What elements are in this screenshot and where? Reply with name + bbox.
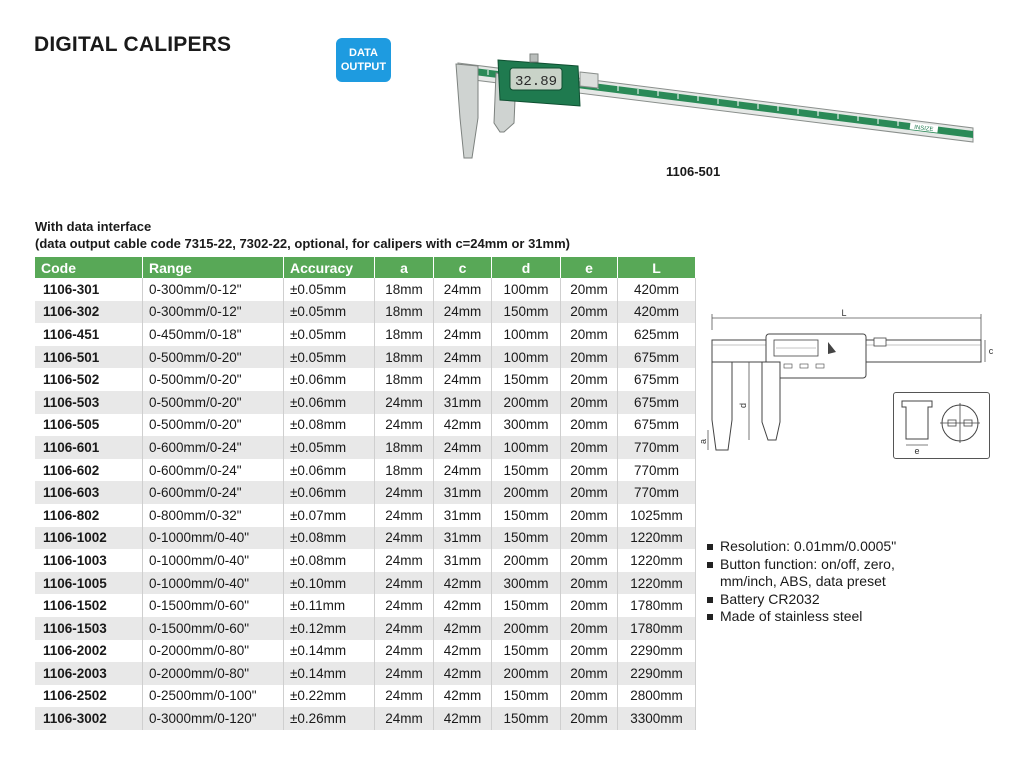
cell-e: 20mm: [561, 527, 618, 550]
cell-code: 1106-503: [35, 391, 143, 414]
cell-c: 42mm: [434, 572, 492, 595]
badge-line-1: DATA: [349, 47, 378, 59]
cell-accuracy: ±0.07mm: [284, 504, 375, 527]
cell-range: 0-500mm/0-20": [143, 368, 284, 391]
cell-c: 31mm: [434, 391, 492, 414]
cell-accuracy: ±0.06mm: [284, 391, 375, 414]
cell-c: 42mm: [434, 414, 492, 437]
cell-a: 18mm: [375, 368, 434, 391]
cell-code: 1106-2002: [35, 640, 143, 663]
cell-e: 20mm: [561, 323, 618, 346]
cell-d: 200mm: [492, 481, 561, 504]
cell-d: 200mm: [492, 391, 561, 414]
cell-accuracy: ±0.08mm: [284, 549, 375, 572]
brand-label: INSIZE: [913, 124, 934, 134]
cell-d: 200mm: [492, 549, 561, 572]
header-code: Code: [35, 257, 143, 278]
cell-code: 1106-501: [35, 346, 143, 369]
cell-e: 20mm: [561, 662, 618, 685]
cell-c: 24mm: [434, 278, 492, 301]
cell-l: 2290mm: [618, 662, 696, 685]
cell-code: 1106-2502: [35, 685, 143, 708]
table-row: [35, 527, 696, 550]
cell-code: 1106-603: [35, 481, 143, 504]
table-row: [35, 278, 696, 301]
cell-e: 20mm: [561, 594, 618, 617]
table-row: [35, 594, 696, 617]
cell-a: 24mm: [375, 594, 434, 617]
cell-a: 24mm: [375, 481, 434, 504]
cell-range: 0-600mm/0-24": [143, 481, 284, 504]
table-row: [35, 662, 696, 685]
jaw-detail-drawing: [894, 393, 988, 457]
table-row: [35, 414, 696, 437]
cell-accuracy: ±0.26mm: [284, 707, 375, 730]
cell-l: 675mm: [618, 346, 696, 369]
cell-range: 0-450mm/0-18": [143, 323, 284, 346]
cell-d: 100mm: [492, 323, 561, 346]
cell-e: 20mm: [561, 504, 618, 527]
cell-d: 300mm: [492, 572, 561, 595]
cell-code: 1106-302: [35, 301, 143, 324]
cell-d: 200mm: [492, 617, 561, 640]
cell-d: 150mm: [492, 301, 561, 324]
cell-c: 31mm: [434, 527, 492, 550]
cell-a: 24mm: [375, 685, 434, 708]
feature-item-continuation: mm/inch, ABS, data preset: [720, 573, 886, 590]
cell-l: 1220mm: [618, 527, 696, 550]
cell-range: 0-500mm/0-20": [143, 346, 284, 369]
cell-code: 1106-1502: [35, 594, 143, 617]
cell-d: 200mm: [492, 662, 561, 685]
cell-range: 0-3000mm/0-120": [143, 707, 284, 730]
dim-label-l: L: [841, 308, 847, 318]
data-interface-note: [35, 218, 570, 252]
table-row: [35, 685, 696, 708]
cell-range: 0-1000mm/0-40": [143, 549, 284, 572]
cell-accuracy: ±0.06mm: [284, 481, 375, 504]
interface-note-line-1: With data interface: [35, 219, 152, 234]
cell-c: 42mm: [434, 640, 492, 663]
cell-a: 24mm: [375, 549, 434, 572]
cell-l: 1220mm: [618, 549, 696, 572]
cell-range: 0-500mm/0-20": [143, 391, 284, 414]
cell-e: 20mm: [561, 391, 618, 414]
cell-l: 420mm: [618, 278, 696, 301]
feature-item: Resolution: 0.01mm/0.0005": [706, 538, 896, 556]
cell-l: 420mm: [618, 301, 696, 324]
cell-a: 18mm: [375, 346, 434, 369]
caliper-display-reading: 32.89: [514, 74, 558, 90]
cell-code: 1106-802: [35, 504, 143, 527]
cell-d: 150mm: [492, 707, 561, 730]
badge-line-2: OUTPUT: [340, 61, 387, 73]
cell-e: 20mm: [561, 368, 618, 391]
table-row: [35, 459, 696, 482]
cell-c: 24mm: [434, 459, 492, 482]
cell-e: 20mm: [561, 549, 618, 572]
header-range: Range: [143, 257, 284, 278]
cell-range: 0-1000mm/0-40": [143, 527, 284, 550]
table-row: [35, 572, 696, 595]
cell-accuracy: ±0.14mm: [284, 662, 375, 685]
cell-c: 24mm: [434, 368, 492, 391]
cell-l: 3300mm: [618, 707, 696, 730]
dim-label-d: d: [738, 402, 748, 408]
cell-code: 1106-3002: [35, 707, 143, 730]
cell-c: 42mm: [434, 662, 492, 685]
feature-list: [706, 538, 896, 626]
cell-l: 2290mm: [618, 640, 696, 663]
cell-code: 1106-301: [35, 278, 143, 301]
cell-e: 20mm: [561, 346, 618, 369]
cell-e: 20mm: [561, 459, 618, 482]
cell-d: 150mm: [492, 459, 561, 482]
jaw-detail-inset: [893, 392, 990, 459]
cell-code: 1106-1005: [35, 572, 143, 595]
header-e: e: [561, 257, 618, 278]
table-header-row: [35, 257, 696, 278]
cell-a: 18mm: [375, 459, 434, 482]
cell-c: 42mm: [434, 594, 492, 617]
cell-c: 42mm: [434, 707, 492, 730]
cell-c: 24mm: [434, 301, 492, 324]
cell-accuracy: ±0.11mm: [284, 594, 375, 617]
table-row: [35, 617, 696, 640]
cell-l: 2800mm: [618, 685, 696, 708]
table-row: [35, 391, 696, 414]
cell-l: 675mm: [618, 391, 696, 414]
cell-e: 20mm: [561, 414, 618, 437]
cell-accuracy: ±0.22mm: [284, 685, 375, 708]
dim-label-a: a: [698, 438, 708, 444]
cell-e: 20mm: [561, 685, 618, 708]
table-row: [35, 436, 696, 459]
cell-code: 1106-1003: [35, 549, 143, 572]
table-row: [35, 301, 696, 324]
cell-d: 150mm: [492, 527, 561, 550]
feature-item: Button function: on/off, zero,: [706, 556, 896, 574]
cell-d: 150mm: [492, 640, 561, 663]
cell-c: 24mm: [434, 436, 492, 459]
cell-code: 1106-2003: [35, 662, 143, 685]
cell-e: 20mm: [561, 436, 618, 459]
cell-e: 20mm: [561, 707, 618, 730]
cell-code: 1106-1503: [35, 617, 143, 640]
cell-d: 100mm: [492, 346, 561, 369]
cell-range: 0-800mm/0-32": [143, 504, 284, 527]
cell-a: 24mm: [375, 640, 434, 663]
cell-l: 770mm: [618, 481, 696, 504]
cell-accuracy: ±0.08mm: [284, 414, 375, 437]
feature-item: Battery CR2032: [706, 591, 896, 609]
cell-e: 20mm: [561, 278, 618, 301]
cell-code: 1106-505: [35, 414, 143, 437]
cell-a: 18mm: [375, 278, 434, 301]
cell-l: 625mm: [618, 323, 696, 346]
cell-c: 24mm: [434, 323, 492, 346]
digital-caliper-image: [448, 48, 978, 163]
product-image-code: 1106-501: [666, 164, 721, 179]
data-output-badge: [336, 38, 391, 82]
cell-accuracy: ±0.06mm: [284, 368, 375, 391]
cell-e: 20mm: [561, 617, 618, 640]
cell-c: 42mm: [434, 685, 492, 708]
cell-code: 1106-1002: [35, 527, 143, 550]
cell-accuracy: ±0.08mm: [284, 527, 375, 550]
table-row: [35, 504, 696, 527]
cell-l: 675mm: [618, 414, 696, 437]
dim-label-e: e: [914, 446, 920, 456]
cell-range: 0-1500mm/0-60": [143, 617, 284, 640]
cell-d: 300mm: [492, 414, 561, 437]
cell-accuracy: ±0.05mm: [284, 301, 375, 324]
table-row: [35, 481, 696, 504]
cell-accuracy: ±0.12mm: [284, 617, 375, 640]
cell-e: 20mm: [561, 301, 618, 324]
header-d: d: [492, 257, 561, 278]
cell-code: 1106-601: [35, 436, 143, 459]
header-c: c: [434, 257, 492, 278]
cell-code: 1106-451: [35, 323, 143, 346]
table-row: [35, 368, 696, 391]
cell-l: 1780mm: [618, 617, 696, 640]
cell-code: 1106-602: [35, 459, 143, 482]
cell-range: 0-500mm/0-20": [143, 414, 284, 437]
cell-range: 0-600mm/0-24": [143, 436, 284, 459]
header-a: a: [375, 257, 434, 278]
cell-c: 24mm: [434, 346, 492, 369]
table-row: [35, 640, 696, 663]
table-row: [35, 707, 696, 730]
cell-d: 100mm: [492, 278, 561, 301]
interface-note-line-2: (data output cable code 7315-22, 7302-22, optional, for calipers with c=24mm or 31mm): [35, 236, 570, 251]
cell-code: 1106-502: [35, 368, 143, 391]
cell-l: 1780mm: [618, 594, 696, 617]
cell-l: 770mm: [618, 459, 696, 482]
cell-e: 20mm: [561, 572, 618, 595]
cell-l: 1220mm: [618, 572, 696, 595]
cell-a: 24mm: [375, 617, 434, 640]
cell-range: 0-1000mm/0-40": [143, 572, 284, 595]
cell-a: 18mm: [375, 436, 434, 459]
cell-a: 24mm: [375, 391, 434, 414]
cell-a: 24mm: [375, 662, 434, 685]
cell-d: 150mm: [492, 685, 561, 708]
cell-a: 18mm: [375, 323, 434, 346]
header-accuracy: Accuracy: [284, 257, 375, 278]
cell-accuracy: ±0.05mm: [284, 278, 375, 301]
cell-range: 0-2000mm/0-80": [143, 640, 284, 663]
table-row: [35, 549, 696, 572]
cell-accuracy: ±0.05mm: [284, 436, 375, 459]
cell-a: 24mm: [375, 504, 434, 527]
cell-accuracy: ±0.06mm: [284, 459, 375, 482]
cell-d: 100mm: [492, 436, 561, 459]
cell-accuracy: ±0.10mm: [284, 572, 375, 595]
cell-accuracy: ±0.14mm: [284, 640, 375, 663]
cell-l: 770mm: [618, 436, 696, 459]
cell-l: 675mm: [618, 368, 696, 391]
cell-d: 150mm: [492, 368, 561, 391]
cell-range: 0-300mm/0-12": [143, 301, 284, 324]
cell-accuracy: ±0.05mm: [284, 346, 375, 369]
cell-c: 31mm: [434, 481, 492, 504]
feature-item: Made of stainless steel: [706, 608, 896, 626]
cell-a: 24mm: [375, 527, 434, 550]
cell-a: 24mm: [375, 572, 434, 595]
header-l: L: [618, 257, 696, 278]
cell-c: 31mm: [434, 504, 492, 527]
cell-range: 0-600mm/0-24": [143, 459, 284, 482]
cell-d: 150mm: [492, 504, 561, 527]
cell-accuracy: ±0.05mm: [284, 323, 375, 346]
cell-range: 0-2000mm/0-80": [143, 662, 284, 685]
cell-d: 150mm: [492, 594, 561, 617]
cell-range: 0-300mm/0-12": [143, 278, 284, 301]
dim-label-c: c: [988, 346, 994, 356]
cell-a: 24mm: [375, 414, 434, 437]
cell-range: 0-2500mm/0-100": [143, 685, 284, 708]
spec-table: [35, 257, 696, 730]
cell-a: 24mm: [375, 707, 434, 730]
table-row: [35, 346, 696, 369]
spec-table-body: [35, 278, 696, 730]
cell-range: 0-1500mm/0-60": [143, 594, 284, 617]
cell-e: 20mm: [561, 481, 618, 504]
cell-c: 31mm: [434, 549, 492, 572]
table-row: [35, 323, 696, 346]
page-title: DIGITAL CALIPERS: [34, 33, 232, 56]
cell-l: 1025mm: [618, 504, 696, 527]
cell-a: 18mm: [375, 301, 434, 324]
cell-e: 20mm: [561, 640, 618, 663]
cell-c: 42mm: [434, 617, 492, 640]
